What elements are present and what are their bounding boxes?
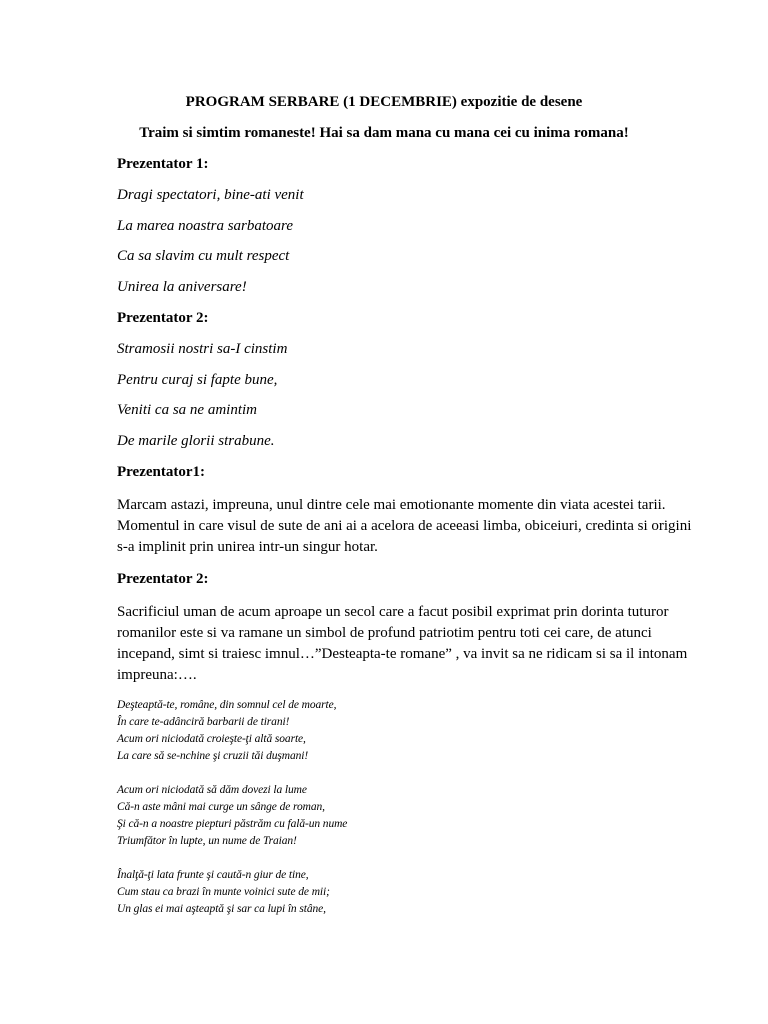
paragraph-line: s-a implinit prin unirea intr-un singur hotar.: [117, 539, 378, 555]
verse-line: Pentru curaj si fapte bune,: [117, 372, 278, 388]
verse-line: Stramosii nostri sa-I cinstim: [117, 341, 288, 357]
paragraph-line: Marcam astazi, impreuna, unul dintre cele mai emotionante momente din viata acestei tarii.: [117, 497, 666, 513]
document-title: PROGRAM SERBARE (1 DECEMBRIE) expozitie de desene: [185, 94, 583, 110]
anthem-line: Un glas ei mai aşteaptă şi sar ca lupi în stâne,: [117, 903, 326, 915]
verse-line: Unirea la aniversare!: [117, 279, 247, 295]
document-motto: Traim si simtim romaneste! Hai sa dam mana cu mana cei cu inima romana!: [139, 125, 629, 141]
presenter-2-second-heading: Prezentator 2:: [117, 571, 209, 587]
anthem-line: Că-n aste mâni mai curge un sânge de roman,: [117, 801, 325, 813]
anthem-line: Înalţă-ţi lata frunte şi caută-n giur de tine,: [117, 869, 309, 881]
paragraph-line: Momentul in care visul de sute de ani ai a acelora de aceeasi limba, obiceiuri, credinta si origini: [117, 518, 692, 534]
verse-line: La marea noastra sarbatoare: [117, 218, 293, 234]
presenter-1-second-heading: Prezentator1:: [117, 464, 206, 480]
anthem-intro-paragraph: [117, 602, 688, 686]
anthem-line: Cum stau ca brazi în munte voinici sute de mii;: [117, 886, 330, 898]
anthem-line: Triumfător în lupte, un nume de Traian!: [117, 835, 297, 847]
verse-line: Ca sa slavim cu mult respect: [117, 248, 290, 264]
paragraph-line: incepand, simt si traiesc imnul…”Desteapta-te romane” , va invit sa ne ridicam si sa il intonam: [117, 646, 688, 662]
anthem-line: La care să se-nchine şi cruzii tăi duşmani!: [117, 750, 309, 762]
presenter-2-heading: Prezentator 2:: [117, 310, 209, 326]
verse-line: De marile glorii strabune.: [117, 433, 275, 449]
paragraph-line: romanilor este si va ramane un simbol de profund patriotim pentru toti cei care, de atunci: [117, 625, 652, 641]
anthem-line: Acum ori niciodată să dăm dovezi la lume: [117, 784, 307, 796]
paragraph-line: impreuna:….: [117, 667, 197, 683]
paragraph-line: Sacrificiul uman de acum aproape un secol care a facut posibil exprimat prin dorinta tuturor: [117, 604, 669, 620]
anthem-line: Acum ori niciodată croieşte-ţi altă soarte,: [117, 733, 306, 745]
intro-paragraph: [117, 495, 692, 558]
presenter-1-heading: Prezentator 1:: [117, 156, 209, 172]
anthem-line: Deşteaptă-te, române, din somnul cel de moarte,: [117, 699, 337, 711]
verse-line: Veniti ca sa ne amintim: [117, 402, 257, 418]
anthem-line: În care te-adânciră barbarii de tirani!: [117, 716, 290, 728]
anthem-line: Şi că-n a noastre piepturi păstrăm cu fală-un nume: [117, 818, 348, 830]
verse-line: Dragi spectatori, bine-ati venit: [117, 187, 304, 203]
